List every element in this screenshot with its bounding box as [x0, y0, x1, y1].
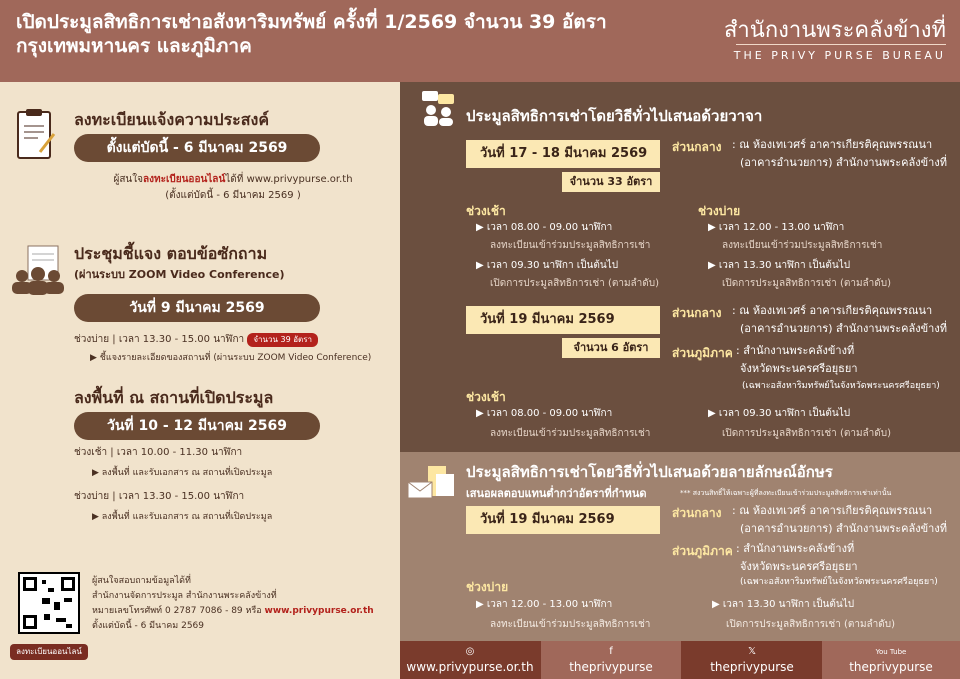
w-a1-time: ▶ เวลา 12.00 - 13.00 นาฬิกา	[476, 599, 613, 610]
a1-desc: ลงทะเบียนเข้าร่วมประมูลสิทธิการเช่า	[722, 240, 883, 251]
morning-label-2: ช่วงเช้า	[466, 390, 506, 404]
m2-desc: เปิดการประมูลสิทธิการเช่า (ตามลำดับ)	[490, 278, 660, 289]
meeting-time: ช่วงบ่าย | เวลา 13.30 - 15.00 นาฬิกา จำนวน 39 อัตรา	[74, 332, 394, 348]
w-a1-desc: ลงทะเบียนเข้าร่วมประมูลสิทธิการเช่า	[490, 619, 651, 630]
d2-a-time-text: เวลา 09.30 นาฬิกา เป็นต้นไป	[718, 408, 851, 419]
m1-time: ▶ เวลา 08.00 - 09.00 นาฬิกา	[476, 222, 613, 233]
d2-a-desc: เปิดการประมูลสิทธิการเช่า (ตามลำดับ)	[722, 428, 892, 439]
region-place-1b: จังหวัดพระนครศรีอยุธยา	[740, 362, 858, 375]
verbal-heading: ประมูลสิทธิการเช่าโดยวิธีทั่วไปเสนอด้วยวาจา	[466, 107, 763, 125]
written-note: *** สงวนสิทธิ์ให้เฉพาะผู้ที่ลงทะเบียนเข้าร่วมประมูลสิทธิการเช่าเท่านั้น	[680, 489, 892, 497]
contact-line-2: สำนักงานจัดการประมูล สำนักงานพระคลังข้างที่	[92, 591, 277, 601]
divider	[736, 44, 946, 45]
written-date: วันที่ 19 มีนาคม 2569	[466, 506, 660, 534]
d2-m-time: ▶ เวลา 08.00 - 09.00 นาฬิกา	[476, 408, 613, 419]
footer-x-link[interactable]	[682, 641, 822, 679]
site-afternoon: ช่วงบ่าย | เวลา 13.30 - 15.00 นาฬิกา	[74, 491, 245, 502]
meeting-date-pill: วันที่ 9 มีนาคม 2569	[74, 294, 320, 322]
contact-line-4: ตั้งแต่บัดนี้ - 6 มีนาคม 2569	[92, 621, 205, 631]
site-afternoon-label: ช่วงบ่าย	[74, 491, 110, 502]
m1-desc: ลงทะเบียนเข้าร่วมประมูลสิทธิการเช่า	[490, 240, 651, 251]
footer-youtube-link[interactable]	[822, 641, 960, 679]
m1-time-text: เวลา 08.00 - 09.00 นาฬิกา	[486, 222, 613, 233]
site-afternoon-detail: ▶ ลงพื้นที่ และรับเอกสาร ณ สถานที่เปิดประมูล	[92, 512, 273, 522]
meeting-detail-text: ชี้แจงรายละเอียดของสถานที่ (ผ่านระบบ ZOOM Video Conference)	[99, 353, 372, 363]
clipboard-icon	[16, 108, 56, 160]
contact-line-1: ผู้สนใจสอบถามข้อมูลได้ที่	[92, 576, 191, 586]
site-morning-time: เวลา 10.00 - 11.30 นาฬิกา	[116, 447, 243, 458]
site-morning-detail: ▶ ลงพื้นที่ และรับเอกสาร ณ สถานที่เปิดประมูล	[92, 468, 273, 478]
site-morning-detail-text: ลงพื้นที่ และรับเอกสาร ณ สถานที่เปิดประมูล	[101, 468, 273, 478]
center-place-1b: (อาคารอำนวยการ) สำนักงานพระคลังข้างที่	[740, 156, 947, 169]
bureau-name-english: THE PRIVY PURSE BUREAU	[733, 49, 946, 62]
qr-code-icon[interactable]	[18, 572, 80, 634]
a2-desc: เปิดการประมูลสิทธิการเช่า (ตามลำดับ)	[722, 278, 892, 289]
site-afternoon-time: เวลา 13.30 - 15.00 นาฬิกา	[118, 491, 245, 502]
register-online-button[interactable]: ลงทะเบียนออนไลน์	[10, 644, 88, 660]
center-label-3: ส่วนกลาง	[672, 506, 722, 520]
a2-time-text: เวลา 13.30 นาฬิกา เป็นต้นไป	[718, 260, 851, 271]
title-line-1: เปิดประมูลสิทธิการเช่าอสังหาริมทรัพย์ ครั้งที่ 1/2569 จำนวน 39 อัตรา	[16, 11, 607, 33]
count-badge: จำนวน 39 อัตรา	[247, 333, 318, 347]
site-morning: ช่วงเช้า | เวลา 10.00 - 11.30 นาฬิกา	[74, 447, 243, 458]
facebook-icon: f	[609, 646, 613, 657]
d2-m-time-text: เวลา 08.00 - 09.00 นาฬิกา	[486, 408, 613, 419]
region-place-1: : สำนักงานพระคลังข้างที่	[736, 344, 855, 357]
written-heading: ประมูลสิทธิการเช่าโดยวิธีทั่วไปเสนอด้วยลายลักษณ์อักษร	[466, 463, 833, 481]
center-place-1: : ณ ห้องเทเวศร์ อาคารเกียรติคุณพรรณนา	[732, 138, 933, 151]
footer-x-text: theprivypurse	[710, 660, 794, 674]
meeting-time-label: ช่วงบ่าย	[74, 334, 110, 345]
region-note-1: (เฉพาะอสังหาริมทรัพย์ในจังหวัดพระนครศรีอยุธยา)	[742, 381, 940, 391]
afternoon-label-1: ช่วงบ่าย	[698, 204, 741, 218]
page-title	[16, 10, 666, 58]
site-heading: ลงพื้นที่ ณ สถานที่เปิดประมูล	[74, 388, 274, 407]
center-place-3b: (อาคารอำนวยการ) สำนักงานพระคลังข้างที่	[740, 522, 947, 535]
footer-facebook-text: theprivypurse	[569, 660, 653, 674]
a1-time: ▶ เวลา 12.00 - 13.00 นาฬิกา	[708, 222, 845, 233]
a2-time: ▶ เวลา 13.30 นาฬิกา เป็นต้นไป	[708, 260, 851, 271]
center-place-2: : ณ ห้องเทเวศร์ อาคารเกียรติคุณพรรณนา	[732, 304, 933, 317]
m2-time: ▶ เวลา 09.30 นาฬิกา เป็นต้นไป	[476, 260, 619, 271]
site-date-pill: วันที่ 10 - 12 มีนาคม 2569	[74, 412, 320, 440]
verbal-date-1: วันที่ 17 - 18 มีนาคม 2569	[466, 140, 660, 168]
register-date-pill: ตั้งแต่บัดนี้ - 6 มีนาคม 2569	[74, 134, 320, 162]
register-note	[78, 172, 388, 204]
meeting-detail: ▶ ชี้แจงรายละเอียดของสถานที่ (ผ่านระบบ ZOOM Video Conference)	[90, 353, 372, 363]
w-a1-time-text: เวลา 12.00 - 13.00 นาฬิกา	[486, 599, 613, 610]
region-place-2: : สำนักงานพระคลังข้างที่	[736, 542, 855, 555]
w-a2-time: ▶ เวลา 13.30 นาฬิกา เป็นต้นไป	[712, 599, 855, 610]
w-a2-desc: เปิดการประมูลสิทธิการเช่า (ตามลำดับ)	[726, 619, 896, 630]
contact-line-3	[92, 604, 374, 619]
footer-youtube-text: theprivypurse	[849, 660, 933, 674]
region-place-2b: จังหวัดพระนครศรีอยุธยา	[740, 560, 858, 573]
verbal-count-1: จำนวน 33 อัตรา	[562, 172, 660, 192]
written-subheading: เสนอผลตอบแทนต่ำกว่าอัตราที่กำหนด	[466, 487, 647, 500]
verbal-count-2: จำนวน 6 อัตรา	[562, 338, 660, 358]
m2-time-text: เวลา 09.30 นาฬิกา เป็นต้นไป	[486, 260, 619, 271]
bureau-name-thai: สำนักงานพระคลังข้างที่	[724, 18, 946, 43]
center-place-3: : ณ ห้องเทเวศร์ อาคารเกียรติคุณพรรณนา	[732, 504, 933, 517]
envelope-building-icon	[406, 462, 460, 502]
d2-a-time: ▶ เวลา 09.30 นาฬิกา เป็นต้นไป	[708, 408, 851, 419]
meeting-time-value: เวลา 13.30 - 15.00 นาฬิกา	[118, 334, 245, 345]
meeting-people-icon	[10, 244, 66, 296]
register-heading: ลงทะเบียนแจ้งความประสงค์	[74, 110, 270, 129]
morning-label-1: ช่วงเช้า	[466, 204, 506, 218]
globe-icon: ◎	[465, 646, 475, 657]
verbal-date-2: วันที่ 19 มีนาคม 2569	[466, 306, 660, 334]
x-icon: 𝕏	[747, 646, 757, 657]
a1-time-text: เวลา 12.00 - 13.00 นาฬิกา	[718, 222, 845, 233]
contact-website-link[interactable]: www.privypurse.or.th	[264, 606, 374, 616]
site-afternoon-detail-text: ลงพื้นที่ และรับเอกสาร ณ สถานที่เปิดประมูล	[101, 512, 273, 522]
w-a2-time-text: เวลา 13.30 นาฬิกา เป็นต้นไป	[722, 599, 855, 610]
contact-info	[92, 574, 374, 634]
region-note-2: (เฉพาะอสังหาริมทรัพย์ในจังหวัดพระนครศรีอยุธยา)	[740, 577, 938, 587]
youtube-icon: You Tube	[875, 648, 907, 656]
meeting-subheading: (ผ่านระบบ ZOOM Video Conference)	[74, 268, 285, 281]
footer-website-link[interactable]	[400, 641, 540, 679]
title-line-2: กรุงเทพมหานคร และภูมิภาค	[16, 35, 252, 57]
d2-m-desc: ลงทะเบียนเข้าร่วมประมูลสิทธิการเช่า	[490, 428, 651, 439]
contact-phone: หมายเลขโทรศัพท์ 0 2787 7086 - 89 หรือ	[92, 606, 265, 616]
region-label-2: ส่วนภูมิภาค	[672, 544, 733, 558]
register-note-prefix: ผู้สนใจ	[113, 174, 143, 185]
footer-facebook-link[interactable]	[541, 641, 681, 679]
footer-website-text: www.privypurse.or.th	[406, 660, 534, 674]
center-label-1: ส่วนกลาง	[672, 140, 722, 154]
center-label-2: ส่วนกลาง	[672, 306, 722, 320]
register-online-link[interactable]: ลงทะเบียนออนไลน์	[143, 174, 226, 185]
written-afternoon-label: ช่วงบ่าย	[466, 580, 509, 594]
speech-people-icon	[420, 90, 456, 126]
register-note-suffix: ได้ที่ www.privypurse.or.th	[225, 174, 353, 185]
region-label-1: ส่วนภูมิภาค	[672, 346, 733, 360]
center-place-2b: (อาคารอำนวยการ) สำนักงานพระคลังข้างที่	[740, 322, 947, 335]
site-morning-label: ช่วงเช้า	[74, 447, 108, 458]
meeting-heading: ประชุมชี้แจง ตอบข้อซักถาม	[74, 244, 268, 263]
register-note-line2: (ตั้งแต่บัดนี้ - 6 มีนาคม 2569 )	[165, 190, 301, 201]
